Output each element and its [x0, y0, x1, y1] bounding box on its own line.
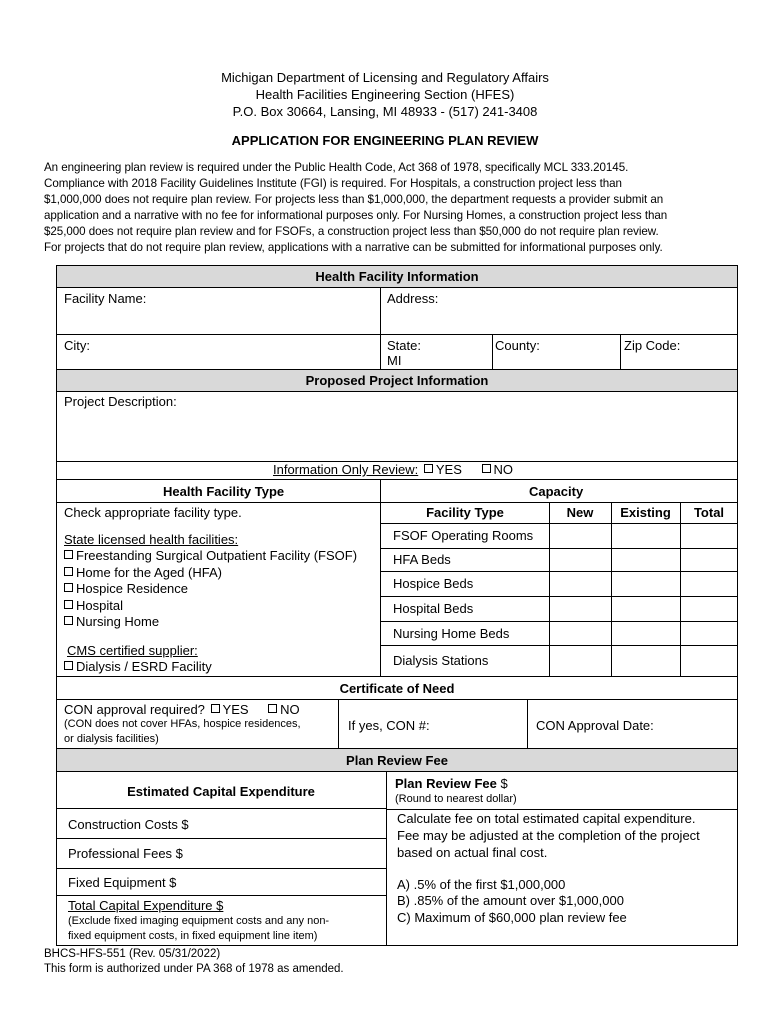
section-plan-review-fee: Plan Review Fee: [56, 748, 738, 772]
state-value[interactable]: MI: [387, 353, 402, 368]
con-note: or dialysis facilities): [64, 733, 159, 745]
divider: [380, 571, 738, 572]
option-label: Dialysis / ESRD Facility: [76, 659, 212, 674]
option-fsof[interactable]: [64, 548, 357, 563]
capacity-row-label: FSOF Operating Rooms: [393, 528, 534, 543]
option-label: Hospital: [76, 598, 123, 613]
construction-costs-label: Construction Costs $: [68, 817, 189, 832]
capacity-row-label: HFA Beds: [393, 552, 451, 567]
info-only-review-label: Information Only Review:: [273, 462, 419, 477]
section-name: Health Facilities Engineering Section (HFES): [255, 87, 515, 102]
capacity-row-label: Hospital Beds: [393, 601, 474, 616]
capacity-col-facility-type: Facility Type: [426, 505, 504, 520]
option-label: Hospice Residence: [76, 581, 189, 596]
total-capital-expenditure-label: Total Capital Expenditure $: [68, 898, 224, 913]
info-only-yes-checkbox[interactable]: [424, 464, 433, 473]
calc-instruction: Fee may be adjusted at the completion of the project: [397, 828, 700, 843]
plan-review-fee: [395, 776, 508, 791]
divider: [380, 645, 738, 646]
fee-rate: A) .5% of the first $1,000,000: [397, 877, 566, 892]
con-yes-checkbox[interactable]: [211, 704, 220, 713]
capacity-row-label: Dialysis Stations: [393, 653, 489, 668]
fixed-equipment-label: Fixed Equipment $: [68, 875, 177, 890]
divider: [56, 808, 386, 809]
info-only-yes-label: YES: [435, 462, 462, 477]
project-description-label: Project Description:: [64, 394, 177, 409]
total-note: fixed equipment costs, in fixed equipment line item): [68, 930, 318, 942]
section-proposed-project: Proposed Project Information: [56, 369, 738, 392]
con-no-label: NO: [280, 702, 300, 717]
agency-address: P.O. Box 30664, Lansing, MI 48933 - (517) 241-3408: [232, 104, 538, 119]
intro-line: $1,000,000 does not require plan review. For projects less than $1,000,000, the department requests a provider submit an: [44, 193, 664, 206]
capacity-col-new: New: [566, 505, 594, 520]
divider: [56, 502, 738, 503]
intro-paragraph: [44, 160, 734, 256]
checkbox[interactable]: [64, 550, 73, 559]
checkbox[interactable]: [64, 616, 73, 625]
total-note: (Exclude fixed imaging equipment costs and any non-: [68, 915, 330, 927]
health-facility-type-heading: Health Facility Type: [163, 484, 285, 499]
option-dialysis[interactable]: [64, 659, 212, 674]
facility-name-field[interactable]: [56, 288, 381, 334]
facility-type-instruction: Check appropriate facility type.: [64, 505, 242, 520]
con-question-label: CON approval required?: [64, 702, 205, 717]
checkbox[interactable]: [64, 600, 73, 609]
facility-name-label: Facility Name:: [64, 291, 147, 306]
option-label: Nursing Home: [76, 614, 160, 629]
state-licensed-label: State licensed health facilities:: [64, 532, 239, 547]
divider: [56, 868, 386, 869]
con-number-label: If yes, CON #:: [348, 718, 430, 733]
divider: [56, 895, 386, 896]
divider: [611, 502, 612, 676]
con-yes-label: YES: [222, 702, 249, 717]
capacity-row-label: Nursing Home Beds: [393, 626, 510, 641]
checkbox[interactable]: [64, 661, 73, 670]
option-hfa[interactable]: [64, 565, 222, 580]
divider: [549, 502, 550, 676]
checkbox[interactable]: [64, 583, 73, 592]
divider: [338, 700, 339, 748]
divider: [680, 502, 681, 676]
divider: [380, 523, 738, 524]
intro-line: An engineering plan review is required under the Public Health Code, Act 368 of 1978, specifically MCL 333.20145.: [44, 161, 629, 174]
form-authority: This form is authorized under PA 368 of 1978 as amended.: [44, 963, 344, 975]
project-description-field[interactable]: [56, 392, 738, 461]
calc-instruction: Calculate fee on total estimated capital expenditure.: [397, 811, 696, 826]
address-label: Address:: [387, 291, 439, 306]
divider: [492, 334, 493, 369]
capacity-col-total: Total: [693, 505, 725, 520]
divider: [380, 548, 738, 549]
cms-supplier-label: CMS certified supplier:: [67, 643, 198, 658]
divider: [56, 479, 738, 480]
capacity-heading: Capacity: [529, 484, 584, 499]
option-nursing-home[interactable]: [64, 614, 159, 629]
option-label: Freestanding Surgical Outpatient Facility (FSOF): [76, 548, 358, 563]
option-hospice[interactable]: [64, 581, 188, 596]
zip-code-label: Zip Code:: [624, 338, 681, 353]
city-label: City:: [64, 338, 90, 353]
con-note: (CON does not cover HFAs, hospice residences,: [64, 718, 301, 730]
calc-instruction: based on actual final cost.: [397, 845, 548, 860]
divider: [56, 838, 386, 839]
plan-fee-label: Plan Review Fee: [395, 776, 497, 791]
con-no-checkbox[interactable]: [268, 704, 277, 713]
info-only-no-label: NO: [493, 462, 513, 477]
fee-rate: B) .85% of the amount over $1,000,000: [397, 893, 624, 908]
checkbox[interactable]: [64, 567, 73, 576]
county-label: County:: [495, 338, 540, 353]
divider: [380, 621, 738, 622]
divider: [620, 334, 621, 369]
form-title: APPLICATION FOR ENGINEERING PLAN REVIEW: [231, 133, 539, 148]
divider: [386, 809, 738, 810]
intro-line: $25,000 does not require plan review and for FSOFs, a construction project less than $50,000 do not require plan review.: [44, 225, 659, 238]
capacity-row-label: Hospice Beds: [393, 576, 474, 591]
section-health-facility-info: Health Facility Information: [56, 265, 738, 288]
info-only-no-checkbox[interactable]: [482, 464, 491, 473]
professional-fees-label: Professional Fees $: [68, 846, 183, 861]
info-only-review: [273, 462, 513, 477]
plan-fee-value[interactable]: $: [500, 776, 508, 791]
address-field[interactable]: [381, 288, 738, 334]
plan-fee-note: (Round to nearest dollar): [395, 793, 517, 805]
divider: [380, 596, 738, 597]
divider: [386, 772, 387, 946]
form-id: BHCS-HFS-551 (Rev. 05/31/2022): [44, 948, 221, 960]
section-certificate-of-need: Certificate of Need: [56, 676, 738, 700]
divider: [56, 334, 738, 335]
intro-line: Compliance with 2018 Facility Guidelines Institute (FGI) is required. For Hospitals, a construction project less than: [44, 177, 622, 190]
con-question: [64, 702, 300, 717]
intro-line: For projects that do not require plan review, applications with a narrative can be submitted for informational purposes only.: [44, 241, 663, 254]
state-label: State:: [387, 338, 421, 353]
option-hospital[interactable]: [64, 598, 123, 613]
capacity-col-existing: Existing: [620, 505, 671, 520]
agency-name: Michigan Department of Licensing and Regulatory Affairs: [221, 70, 549, 85]
con-approval-date-label: CON Approval Date:: [536, 718, 654, 733]
capital-expenditure-heading: Estimated Capital Expenditure: [127, 784, 315, 799]
fee-rate: C) Maximum of $60,000 plan review fee: [397, 910, 627, 925]
option-label: Home for the Aged (HFA): [76, 565, 222, 580]
intro-line: application and a narrative with no fee for informational purposes only. For Nursing Homes, a construction project less than: [44, 209, 668, 222]
divider: [527, 700, 528, 748]
